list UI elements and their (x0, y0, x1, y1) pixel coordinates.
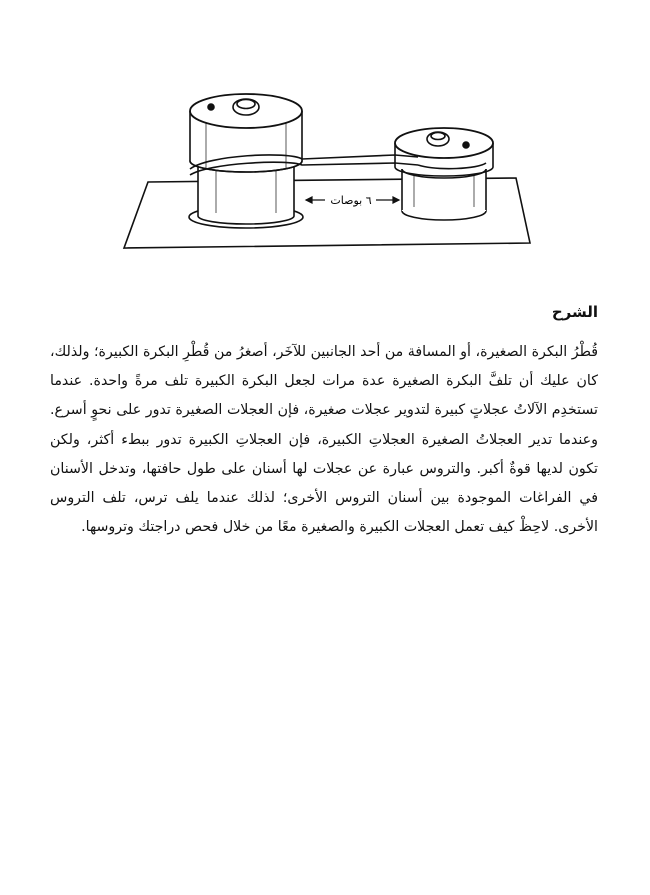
pulley-illustration (118, 85, 538, 260)
explanation-paragraph: قُطْرُ البكرة الصغيرة، أو المسافة من أحد الجانبين للآخَر، أصغرُ من قُطْرِ البكرة الكبيرة؛ ولذلك، كان عليك أن تلفَّ البكرة الصغيرة عدة مرات لجعل البكرة الكبيرة تلف مرةً واحدة. عندما تستخدِم الآلاتُ عجلاتٍ كبيرة لتدوير عجلات صغيرة، فإن العجلات الصغيرة تدور على نحوٍ أسرع. وعندما تدير العجلاتُ الصغيرة العجلاتِ الكبيرة، فإن العجلاتِ الكبيرة تدور ببطء أكثر، ولكن تكون لديها قوةٌ أكبر. والتروس عبارة عن عجلات لها أسنان على طول حافتها، وتدخل الأسنان في الفراغات الموجودة بين أسنان التروس الأخرى؛ لذلك عندما يلف ترس، تلف التروس الأخرى. لاحِظْ كيف تعمل العجلات الكبيرة والصغيرة معًا من خلال فحص دراجتك وتروسها. (50, 344, 598, 536)
small-spool (395, 128, 493, 220)
distance-label: ٦ بوصات (330, 194, 372, 207)
pulley-drawing (118, 85, 538, 260)
section-heading: الشرح (551, 303, 598, 321)
large-spool (189, 94, 303, 228)
